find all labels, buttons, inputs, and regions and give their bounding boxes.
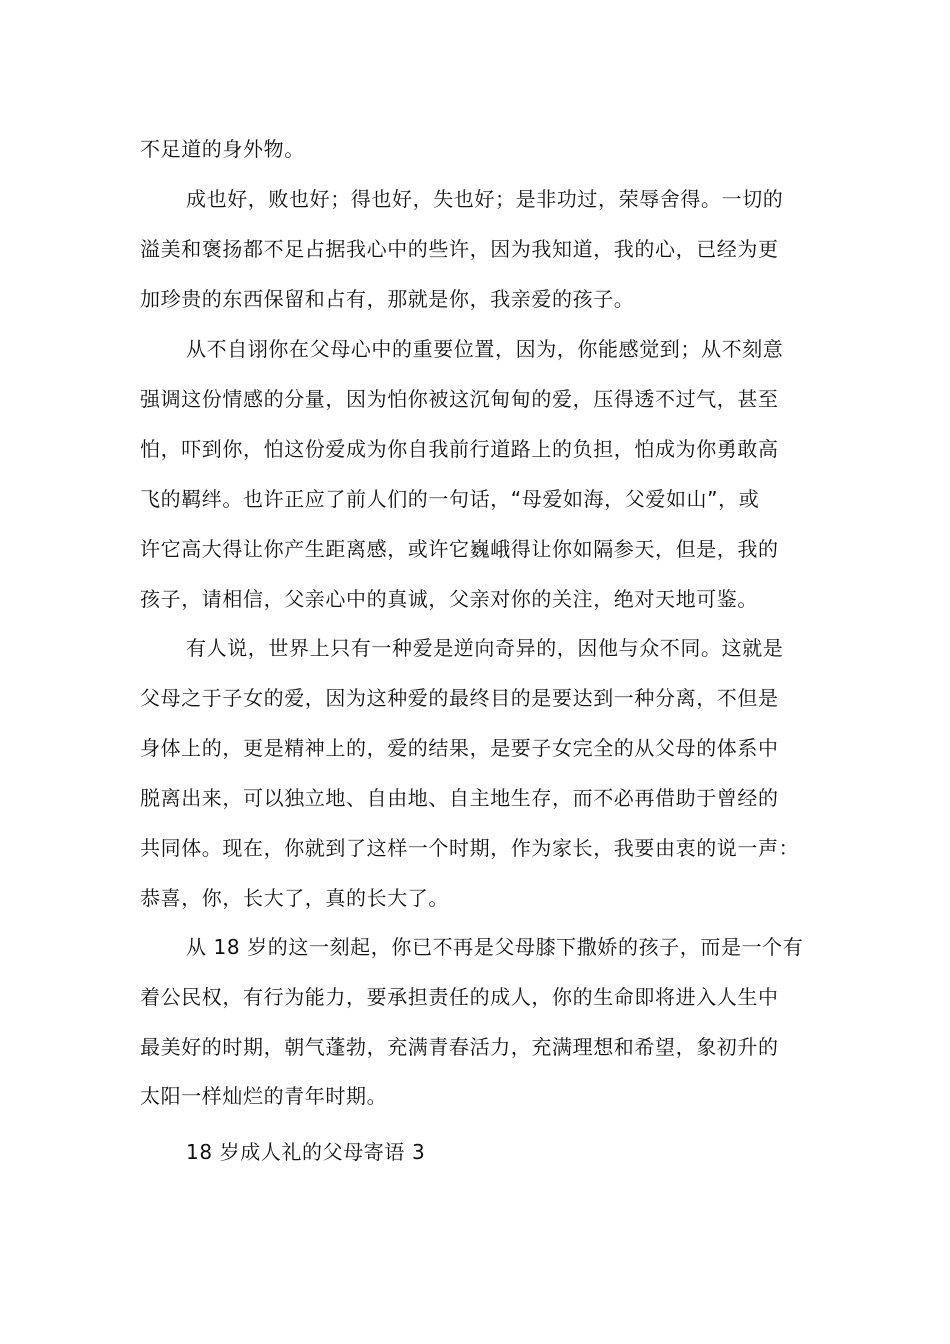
- text-line-20: 太阳一样灿烂的青年时期。: [140, 1084, 388, 1108]
- text-line-11: 有人说，世界上只有一种爱是逆向奇异的，因他与众不同。这就是: [186, 636, 784, 660]
- text-line-6: 强调这份情感的分量，因为怕你被这沉甸甸的爱，压得透不过气，甚至: [140, 387, 779, 411]
- text-line-15: 共同体。现在，你就到了这样一个时期，作为家长，我要由衷的说一声：: [140, 836, 800, 860]
- text-line-10: 孩子，请相信，父亲心中的真诚，父亲对你的关注，绝对天地可鉴。: [140, 587, 758, 611]
- text-line-4: 加珍贵的东西保留和占有，那就是你，我亲爱的孩子。: [140, 287, 635, 311]
- text-line-8: 飞的羁绊。也许正应了前人们的一句话，“母爱如海，父爱如山”，或: [140, 487, 760, 511]
- text-line-2: 成也好，败也好；得也好，失也好；是非功过，荣辱舍得。一切的: [186, 187, 784, 211]
- text-line-13: 身体上的，更是精神上的，爱的结果，是要子女完全的从父母的体系中: [140, 736, 779, 760]
- text-line-9: 许它高大得让你产生距离感，或许它巍峨得让你如隔参天，但是，我的: [140, 537, 779, 561]
- section-heading: 18 岁成人礼的父母寄语 3: [186, 1140, 426, 1164]
- text-line-18: 着公民权，有行为能力，要承担责任的成人，你的生命即将进入人生中: [140, 985, 779, 1009]
- text-line-3: 溢美和褒扬都不足占据我心中的些许，因为我知道，我的心，已经为更: [140, 237, 779, 261]
- text-line-19: 最美好的时期，朝气蓬勃，充满青春活力，充满理想和希望，象初升的: [140, 1035, 779, 1059]
- text-line-14: 脱离出来，可以独立地、自由地、自主地生存，而不必再借助于曾经的: [140, 786, 779, 810]
- text-line-16: 恭喜，你，长大了，真的长大了。: [140, 886, 449, 910]
- text-line-1: 不足道的身外物。: [140, 137, 305, 161]
- text-line-5: 从不自诩你在父母心中的重要位置，因为，你能感觉到；从不刻意: [186, 337, 784, 361]
- text-line-17: 从 18 岁的这一刻起，你已不再是父母膝下撒娇的孩子，而是一个有: [186, 935, 804, 959]
- text-line-7: 怕，吓到你，怕这份爱成为你自我前行道路上的负担，怕成为你勇敢高: [140, 437, 779, 461]
- text-line-12: 父母之于子女的爱，因为这种爱的最终目的是要达到一种分离，不但是: [140, 686, 779, 710]
